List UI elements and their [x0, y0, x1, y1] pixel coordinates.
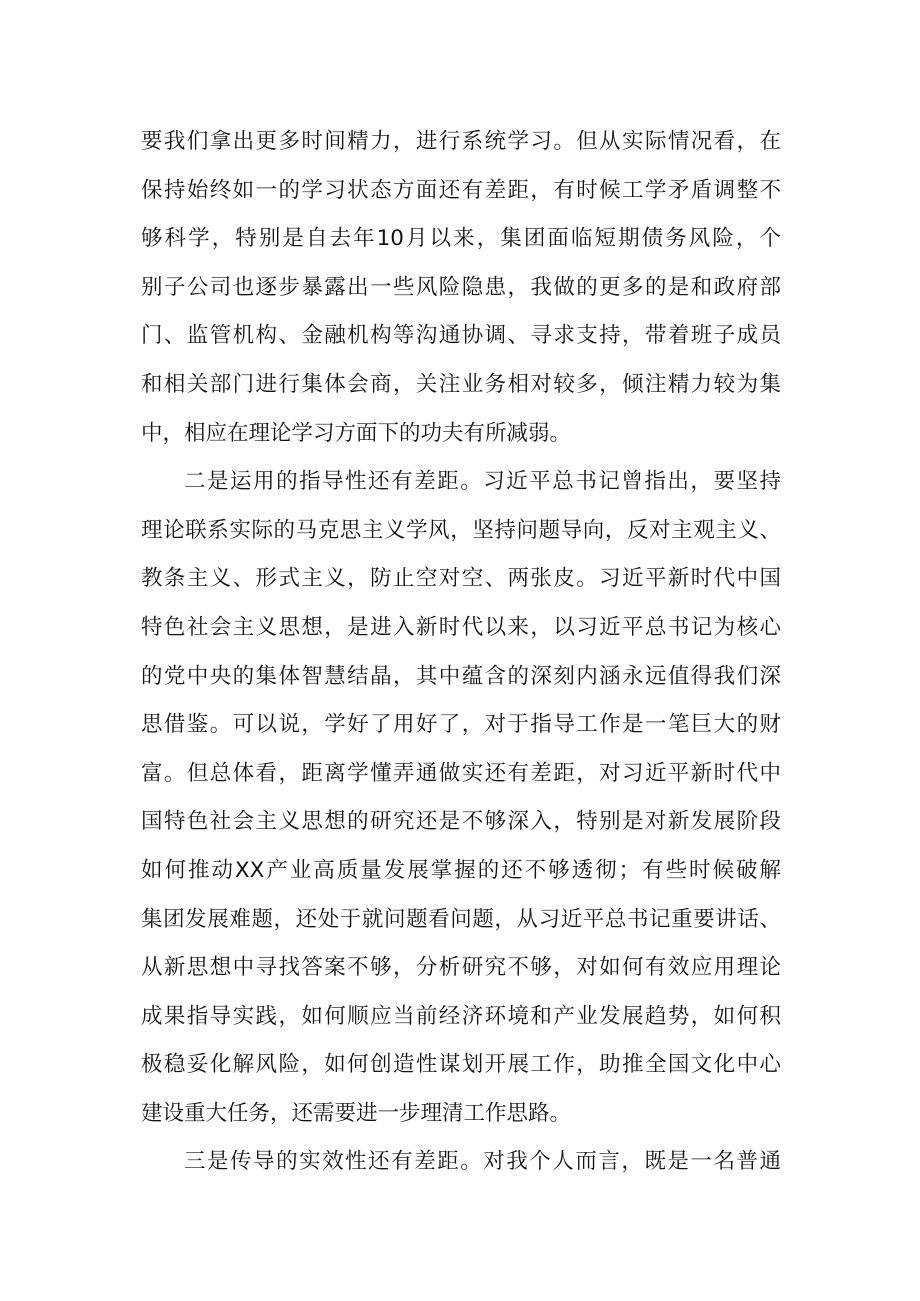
- paragraph-2-line-2: 理论联系实际的马克思主义学风，坚持问题导向，反对主观主义、: [141, 517, 781, 543]
- paragraph-2-line-8: 国特色社会主义思想的研究还是不够深入，特别是对新发展阶段: [141, 809, 781, 835]
- paragraph-1-line-3: 够科学，特别是自去年10月以来，集团面临短期债务风险，个: [141, 226, 781, 252]
- paragraph-1-line-4: 别子公司也逐步暴露出一些风险隐患，我做的更多的是和政府部: [141, 274, 781, 300]
- paragraph-1-line-6: 和相关部门进行集体会商，关注业务相对较多，倾注精力较为集: [141, 371, 781, 397]
- paragraph-2-line-12: 成果指导实践，如何顺应当前经济环境和产业发展趋势，如何积: [141, 1003, 781, 1029]
- paragraph-2-line-5: 的党中央的集体智慧结晶，其中蕴含的深刻内涵永远值得我们深: [141, 663, 781, 689]
- paragraph-2-line-11: 从新思想中寻找答案不够，分析研究不够，对如何有效应用理论: [141, 955, 781, 981]
- paragraph-2-line-14: 建设重大任务，还需要进一步理清工作思路。: [141, 1100, 572, 1126]
- paragraph-2-line-13: 极稳妥化解风险，如何创造性谋划开展工作，助推全国文化中心: [141, 1052, 781, 1078]
- paragraph-1-line-7: 中，相应在理论学习方面下的功夫有所减弱。: [141, 420, 572, 446]
- paragraph-2-line-4: 特色社会主义思想，是进入新时代以来，以习近平总书记为核心: [141, 614, 781, 640]
- paragraph-1-line-2: 保持始终如一的学习状态方面还有差距，有时候工学矛盾调整不: [141, 177, 781, 203]
- paragraph-1-line-1: 要我们拿出更多时间精力，进行系统学习。但从实际情况看，在: [141, 129, 781, 154]
- paragraph-2-line-6: 思借鉴。可以说，学好了用好了，对于指导工作是一笔巨大的财: [141, 712, 781, 738]
- paragraph-3-line-1: 三是传导的实效性还有差距。对我个人而言，既是一名普通: [184, 1149, 781, 1175]
- paragraph-2-line-1: 二是运用的指导性还有差距。习近平总书记曾指出，要坚持: [184, 469, 781, 495]
- paragraph-2-line-9: 如何推动XX产业高质量发展掌握的还不够透彻；有些时候破解: [141, 857, 781, 883]
- paragraph-2-line-7: 富。但总体看，距离学懂弄通做实还有差距，对习近平新时代中: [141, 760, 781, 786]
- body-text: [141, 118, 781, 1187]
- paragraph-1-line-5: 门、监管机构、金融机构等沟通协调、寻求支持，带着班子成员: [141, 323, 781, 349]
- paragraph-2-line-3: 教条主义、形式主义，防止空对空、两张皮。习近平新时代中国: [141, 566, 781, 592]
- paragraph-2-line-10: 集团发展难题，还处于就问题看问题，从习近平总书记重要讲话、: [141, 906, 781, 932]
